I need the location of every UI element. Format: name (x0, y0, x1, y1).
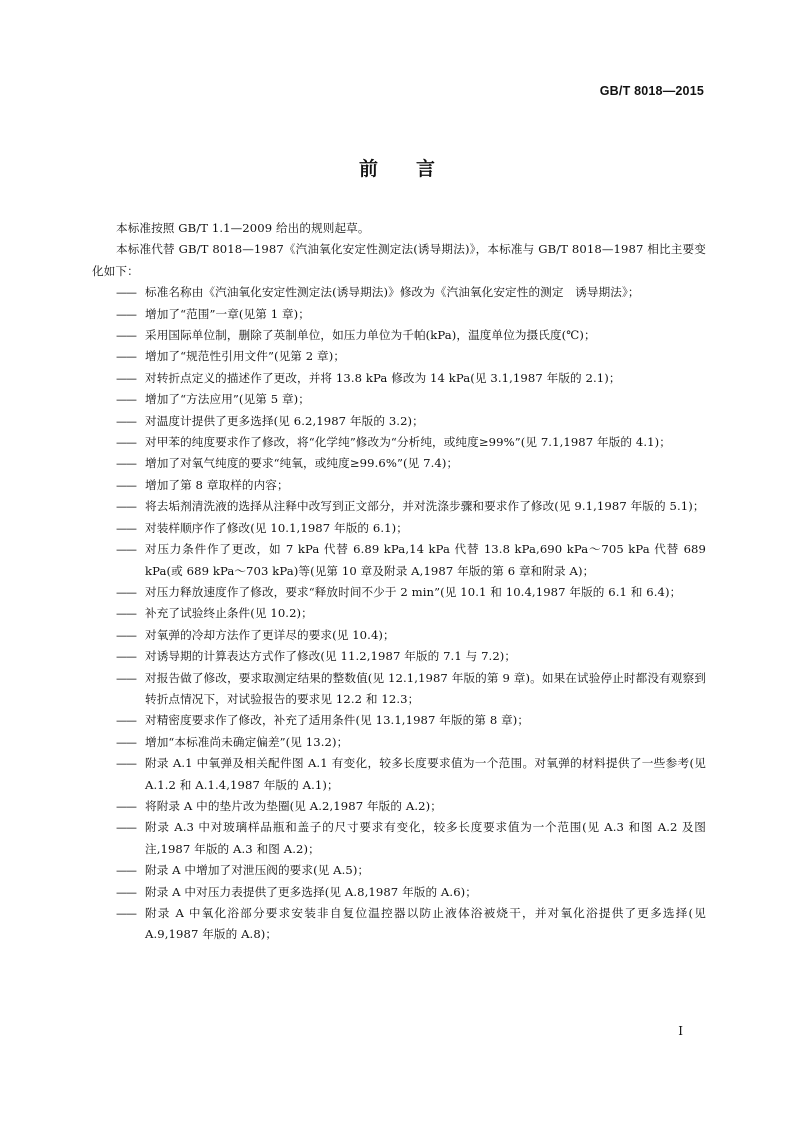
change-text: 对甲苯的纯度要求作了修改，将“化学纯”修改为“分析纯，或纯度≥99%”(见 7.1,1987 年版的 4.1)； (145, 435, 671, 450)
replacement-paragraph: 本标准代替 GB/T 8018—1987《汽油氧化安定性测定法(诱导期法)》，本标准与 GB/T 8018—1987 相比主要变化如下： (92, 242, 706, 278)
change-text: 增加了第 8 章取样的内容； (145, 477, 289, 492)
change-item (92, 346, 706, 367)
change-text: 对压力释放速度作了修改，要求“释放时间不少于 2 min”(见 10.1 和 10.4,1987 年版的 6.1 和 6.4)； (145, 584, 682, 599)
change-item (92, 860, 706, 881)
dash-bullet: —— (116, 350, 136, 364)
change-text: 附录 A 中氧化浴部分要求安装非自复位温控器以防止液体浴被烧干，并对氧化浴提供了更多选择(见 A.9,1987 年版的 A.8)； (145, 906, 706, 942)
change-item (92, 668, 706, 711)
change-item (92, 710, 706, 731)
change-text: 对装样顺序作了修改(见 10.1,1987 年版的 6.1)； (145, 520, 408, 535)
change-item (92, 304, 706, 325)
dash-bullet: —— (116, 907, 136, 920)
dash-bullet: —— (116, 521, 136, 535)
change-item (92, 817, 706, 860)
change-item (92, 625, 706, 646)
change-text: 对压力条件作了更改，如 7 kPa 代替 6.89 kPa,14 kPa 代替 13.8 kPa,690 kPa～705 kPa 代替 689 kPa(或 689 kPa～703 kPa)等(见第 10 章及附录 A,1987 年版的第 6 章和附录 A)； (145, 542, 706, 578)
dash-bullet: —— (116, 607, 136, 621)
change-text: 增加了“规范性引用文件”(见第 2 章)； (145, 349, 346, 364)
change-item (92, 518, 706, 539)
dash-bullet: —— (116, 821, 136, 835)
dash-bullet: —— (116, 307, 136, 321)
dash-bullet: —— (116, 478, 136, 492)
change-text: 增加了“方法应用”(见第 5 章)； (145, 392, 310, 407)
change-item (92, 432, 706, 453)
change-item (92, 325, 706, 346)
change-text: 将附录 A 中的垫片改为垫圈(见 A.2,1987 年版的 A.2)； (145, 798, 442, 813)
change-item (92, 732, 706, 753)
change-text: 将去垢剂清洗液的选择从注释中改写到正文部分，并对洗涤步骤和要求作了修改(见 9.1,1987 年版的 5.1)； (145, 499, 705, 514)
intro-paragraph: 本标准按照 GB/T 1.1—2009 给出的规则起草。 (116, 221, 370, 235)
dash-bullet: —— (116, 799, 136, 813)
dash-bullet: —— (116, 757, 136, 771)
page-number: I (678, 1024, 683, 1038)
dash-bullet: —— (116, 371, 136, 385)
change-text: 对温度计提供了更多选择(见 6.2,1987 年版的 3.2)； (145, 413, 424, 428)
changes-list (92, 282, 706, 946)
change-item (92, 582, 706, 603)
dash-bullet: —— (116, 457, 136, 471)
change-item (92, 453, 706, 474)
change-text: 附录 A.3 中对玻璃样品瓶和盖子的尺寸要求有变化，较多长度要求值为一个范围(见 A.3 和图 A.2 及图注,1987 年版的 A.3 和图 A.2)； (145, 820, 706, 856)
document-body (92, 218, 706, 946)
dash-bullet: —— (116, 585, 136, 599)
change-text: 附录 A.1 中氧弹及相关配件图 A.1 有变化，较多长度要求值为一个范围。对氧弹的材料提供了一些参考(见 A.1.2 和 A.1.4,1987 年版的 A.1)； (145, 756, 706, 792)
change-item (92, 411, 706, 432)
dash-bullet: —— (116, 393, 136, 407)
standard-code: GB/T 8018—2015 (599, 84, 704, 98)
dash-bullet: —— (116, 329, 136, 343)
change-text: 对氧弹的冷却方法作了更详尽的要求(见 10.4)； (145, 627, 395, 642)
change-item (92, 646, 706, 667)
dash-bullet: —— (116, 436, 136, 450)
change-text: 采用国际单位制，删除了英制单位，如压力单位为千帕(kPa)，温度单位为摄氏度(℃)； (145, 328, 596, 343)
change-item (92, 475, 706, 496)
change-item (92, 539, 706, 582)
dash-bullet: —— (116, 628, 136, 642)
change-item (92, 603, 706, 624)
change-text: 附录 A 中对压力表提供了更多选择(见 A.8,1987 年版的 A.6)； (145, 884, 477, 899)
change-text: 增加了“范围”一章(见第 1 章)； (145, 306, 310, 321)
change-item (92, 796, 706, 817)
change-text: 附录 A 中增加了对泄压阀的要求(见 A.5)； (145, 863, 370, 878)
dash-bullet: —— (116, 650, 136, 664)
change-item (92, 368, 706, 389)
dash-bullet: —— (116, 671, 136, 685)
dash-bullet: —— (116, 885, 136, 899)
change-item (92, 903, 706, 946)
dash-bullet: —— (116, 414, 136, 428)
dash-bullet: —— (116, 864, 136, 878)
change-text: 增加“本标准尚未确定偏差”(见 13.2)； (145, 734, 349, 749)
change-text: 对诱导期的计算表达方式作了修改(见 11.2,1987 年版的 7.1 与 7.2)； (145, 649, 517, 664)
change-text: 标准名称由《汽油氧化安定性测定法(诱导期法)》修改为《汽油氧化安定性的测定 诱导期法》； (145, 285, 640, 300)
change-text: 补充了试验终止条件(见 10.2)； (145, 606, 313, 621)
dash-bullet: —— (116, 735, 136, 749)
change-item (92, 753, 706, 796)
change-item (92, 389, 706, 410)
change-text: 对转折点定义的描述作了更改，并将 13.8 kPa 修改为 14 kPa(见 3.1,1987 年版的 2.1)； (145, 370, 621, 385)
dash-bullet: —— (116, 286, 136, 300)
dash-bullet: —— (116, 500, 136, 514)
change-item (92, 882, 706, 903)
change-text: 对精密度要求作了修改，补充了适用条件(见 13.1,1987 年版的第 8 章)； (145, 713, 530, 728)
dash-bullet: —— (116, 543, 136, 557)
change-item (92, 282, 706, 303)
page-title: 前言 (358, 158, 473, 180)
dash-bullet: —— (116, 714, 136, 728)
change-text: 增加了对氧气纯度的要求“纯氧，或纯度≥99.6%”(见 7.4)； (145, 456, 459, 471)
change-item (92, 496, 706, 517)
change-text: 对报告做了修改，要求取测定结果的整数值(见 12.1,1987 年版的第 9 章)。如果在试验停止时都没有观察到转折点情况下，对试验报告的要求见 12.2 和 12.3； (145, 670, 706, 706)
